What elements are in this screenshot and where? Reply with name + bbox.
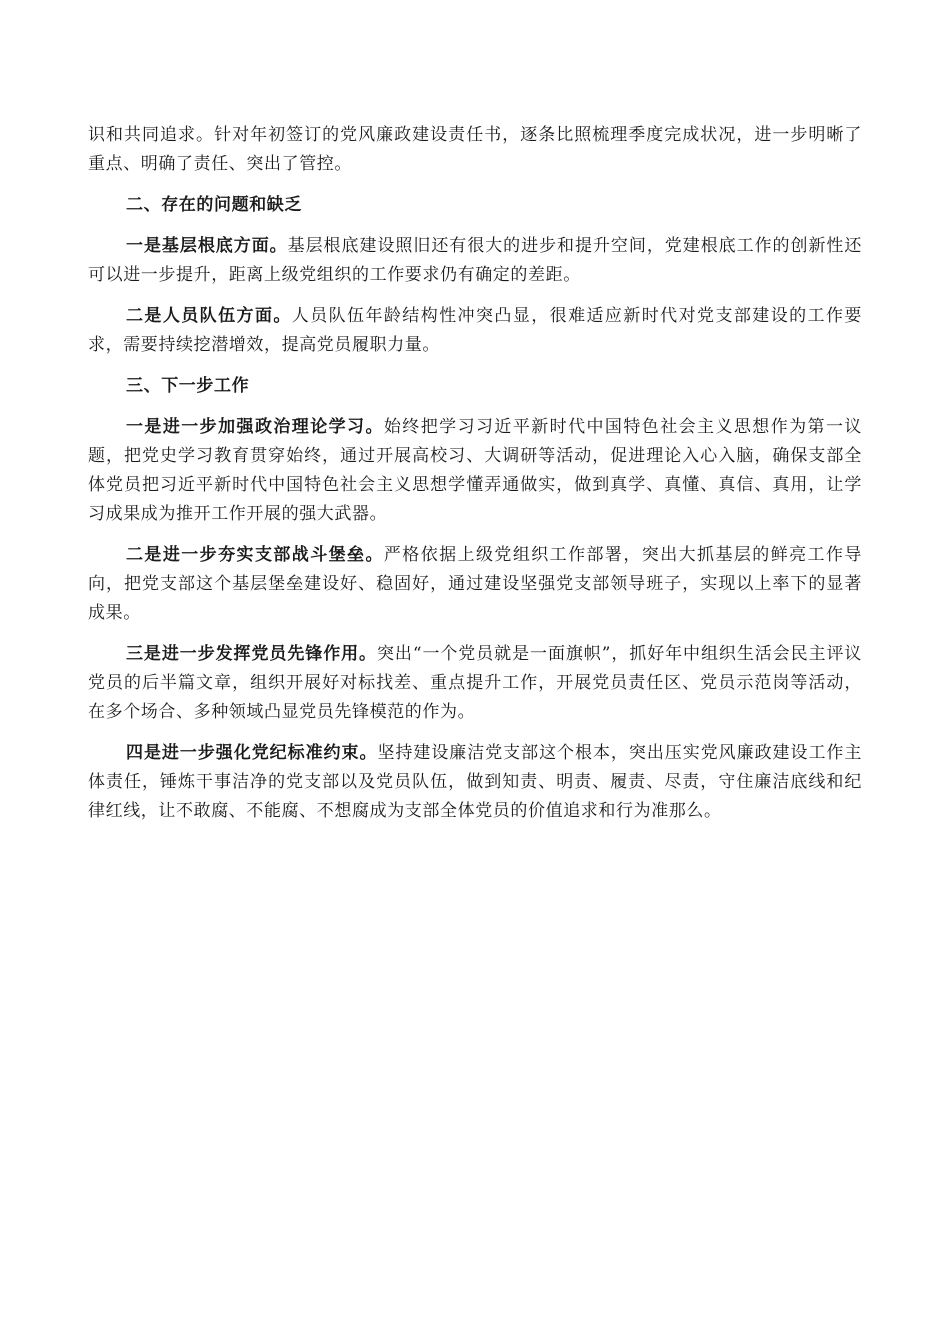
next-step-paragraph-4 xyxy=(88,739,862,826)
document-page xyxy=(88,121,862,838)
next-step-paragraph-3 xyxy=(88,640,862,727)
problem-text-2: 人员队伍年龄结构性冲突凸显，很难适应新时代对党支部建设的工作要求，需要持续挖潜增效，提高党员履职力量。 xyxy=(88,306,862,355)
problem-text-1: 基层根底建设照旧还有很大的进步和提升空间，党建根底工作的创新性还可以进一步提升，距离上级党组织的工作要求仍有确定的差距。 xyxy=(88,236,862,285)
continuation-paragraph: 识和共同追求。针对年初签订的党风廉政建设责任书，逐条比照梳理季度完成状况，进一步明晰了重点、明确了责任、突出了管控。 xyxy=(88,125,862,174)
next-step-lead-1: 一是进一步加强政治理论学习。 xyxy=(126,417,384,437)
next-step-lead-3: 三是进一步发挥党员先锋作用。 xyxy=(126,644,377,664)
problem-paragraph-1 xyxy=(88,232,862,290)
next-step-paragraph-1 xyxy=(88,413,862,529)
next-step-text-2: 严格依据上级党组织工作部署，突出大抓基层的鲜亮工作导向，把党支部这个基层堡垒建设好、稳固好，通过建设坚强党支部领导班子，实现以上率下的显著成果。 xyxy=(88,545,862,623)
next-step-lead-2: 二是进一步夯实支部战斗堡垒。 xyxy=(126,545,384,565)
next-step-text-1: 始终把学习习近平新时代中国特色社会主义思想作为第一议题，把党史学习教育贯穿始终，通过开展高校习、大调研等活动，促进理论入心入脑，确保支部全体党员把习近平新时代中国特色社会主义思想学懂弄通做实，做到真学、真懂、真信、真用，让学习成果成为推开工作开展的强大武器。 xyxy=(88,417,862,524)
next-step-lead-4: 四是进一步强化党纪标准约束。 xyxy=(126,743,378,763)
next-step-paragraph-2 xyxy=(88,541,862,628)
section-heading-next-steps: 三、下一步工作 xyxy=(126,376,250,396)
problem-paragraph-2 xyxy=(88,302,862,360)
problem-lead-1: 一是基层根底方面。 xyxy=(126,236,288,256)
next-step-text-4: 坚持建设廉洁党支部这个根本，突出压实党风廉政建设工作主体责任，锤炼干事洁净的党支部以及党员队伍，做到知责、明责、履责、尽责，守住廉洁底线和纪律红线，让不敢腐、不能腐、不想腐成为支部全体党员的价值追求和行为准那么。 xyxy=(88,743,862,821)
next-step-text-3: 突出“一个党员就是一面旗帜”，抓好年中组织生活会民主评议党员的后半篇文章，组织开展好对标找差、重点提升工作，开展党员责任区、党员示范岗等活动，在多个场合、多种领域凸显党员先锋模范的作为。 xyxy=(88,644,862,722)
problem-lead-2: 二是人员队伍方面。 xyxy=(126,306,292,326)
section-heading-problems: 二、存在的问题和缺乏 xyxy=(126,195,302,215)
